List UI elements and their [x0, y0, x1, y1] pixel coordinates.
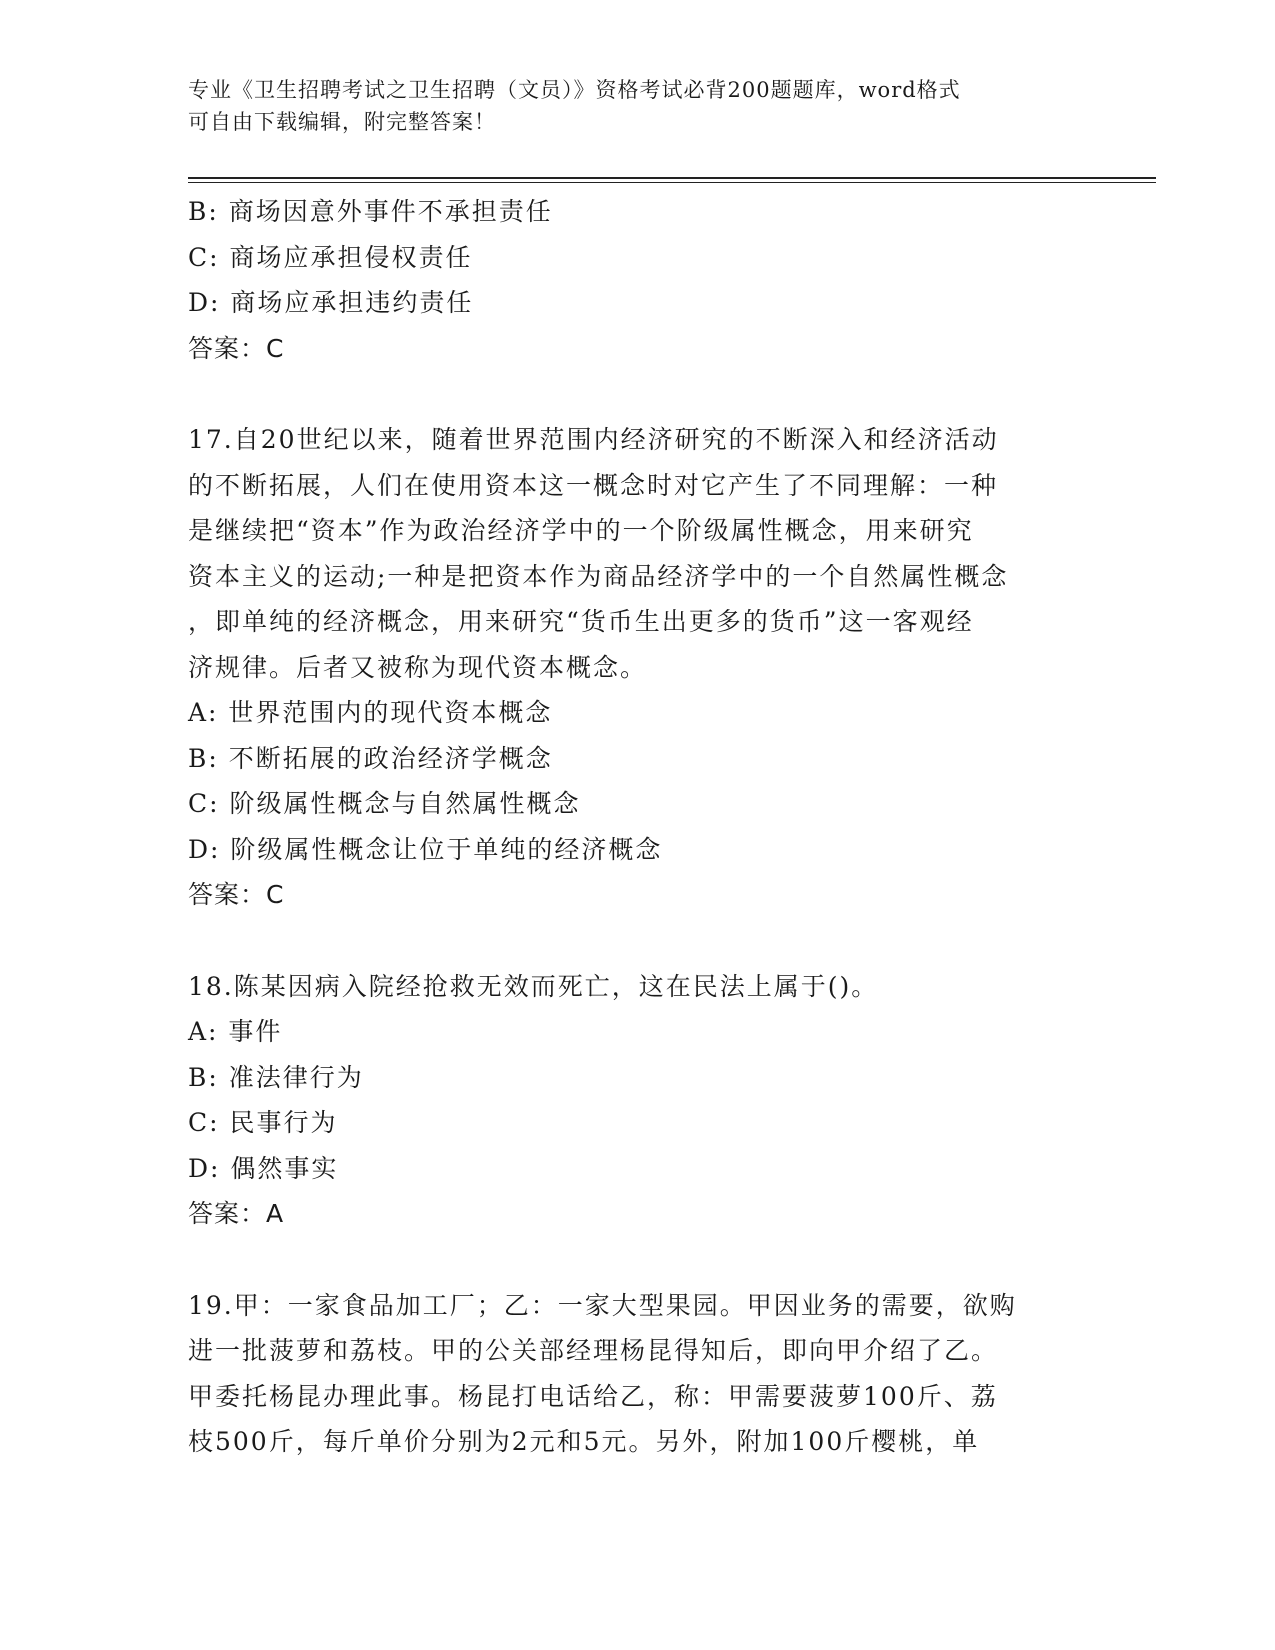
question-stem-line: 是继续把“资本”作为政治经济学中的一个阶级属性概念，用来研究: [188, 516, 974, 545]
option-d: D: 商场应承担违约责任: [188, 288, 474, 317]
answer: 答案：C: [188, 333, 285, 363]
question-17: [188, 417, 1088, 918]
question-stem-line: 17.自20世纪以来，随着世界范围内经济研究的不断深入和经济活动: [188, 425, 999, 454]
question-stem-line: 济规律。后者又被称为现代资本概念。: [188, 652, 648, 682]
answer: 答案：A: [188, 1199, 285, 1228]
option-b: B: 商场因意外事件不承担责任: [188, 197, 553, 226]
question-stem-line: 19.甲：一家食品加工厂；乙：一家大型果园。甲因业务的需要，欲购: [188, 1290, 1017, 1320]
option-a: A: 世界范围内的现代资本概念: [188, 698, 553, 727]
option-b: B: 准法律行为: [188, 1062, 364, 1092]
question-stem-line: 18.陈某因病入院经抢救无效而死亡，这在民法上属于()。: [188, 971, 879, 1001]
document-body: [188, 189, 1088, 1465]
question-18: [188, 964, 1088, 1237]
header-line-2: 可自由下载编辑，附完整答案！: [188, 110, 496, 134]
header-divider-thick: [188, 177, 1156, 179]
question-stem-line: 甲委托杨昆办理此事。杨昆打电话给乙，称：甲需要菠萝100斤、荔: [188, 1381, 998, 1411]
question-19: [188, 1283, 1088, 1465]
spacer: [188, 371, 1088, 417]
question-stem-line: 枝500斤，每斤单价分别为2元和5元。另外，附加100斤樱桃，单: [188, 1427, 980, 1456]
spacer: [188, 918, 1088, 964]
document-header: [188, 74, 1068, 138]
option-a: A: 事件: [188, 1017, 283, 1046]
option-c: C: 商场应承担侵权责任: [188, 242, 473, 272]
option-d: D: 偶然事实: [188, 1153, 339, 1183]
question-stem-line: 进一批菠萝和荔枝。甲的公关部经理杨昆得知后，即向甲介绍了乙。: [188, 1336, 999, 1365]
option-c: C: 民事行为: [188, 1108, 338, 1137]
question-16-tail: [188, 189, 1088, 371]
question-stem-line: 资本主义的运动;一种是把资本作为商品经济学中的一个自然属性概念: [188, 561, 1009, 591]
option-c: C: 阶级属性概念与自然属性概念: [188, 789, 581, 818]
option-d: D: 阶级属性概念让位于单纯的经济概念: [188, 834, 663, 864]
question-stem-line: ，即单纯的经济概念，用来研究“货币生出更多的货币”这一客观经: [188, 607, 974, 636]
answer: 答案：C: [188, 880, 285, 909]
spacer: [188, 1237, 1088, 1283]
header-line-1: 专业《卫生招聘考试之卫生招聘（文员）》资格考试必背200题题库，word格式: [188, 78, 961, 102]
question-stem-line: 的不断拓展，人们在使用资本这一概念时对它产生了不同理解：一种: [188, 470, 999, 500]
header-divider-thin: [188, 182, 1156, 183]
option-b: B: 不断拓展的政治经济学概念: [188, 743, 553, 773]
